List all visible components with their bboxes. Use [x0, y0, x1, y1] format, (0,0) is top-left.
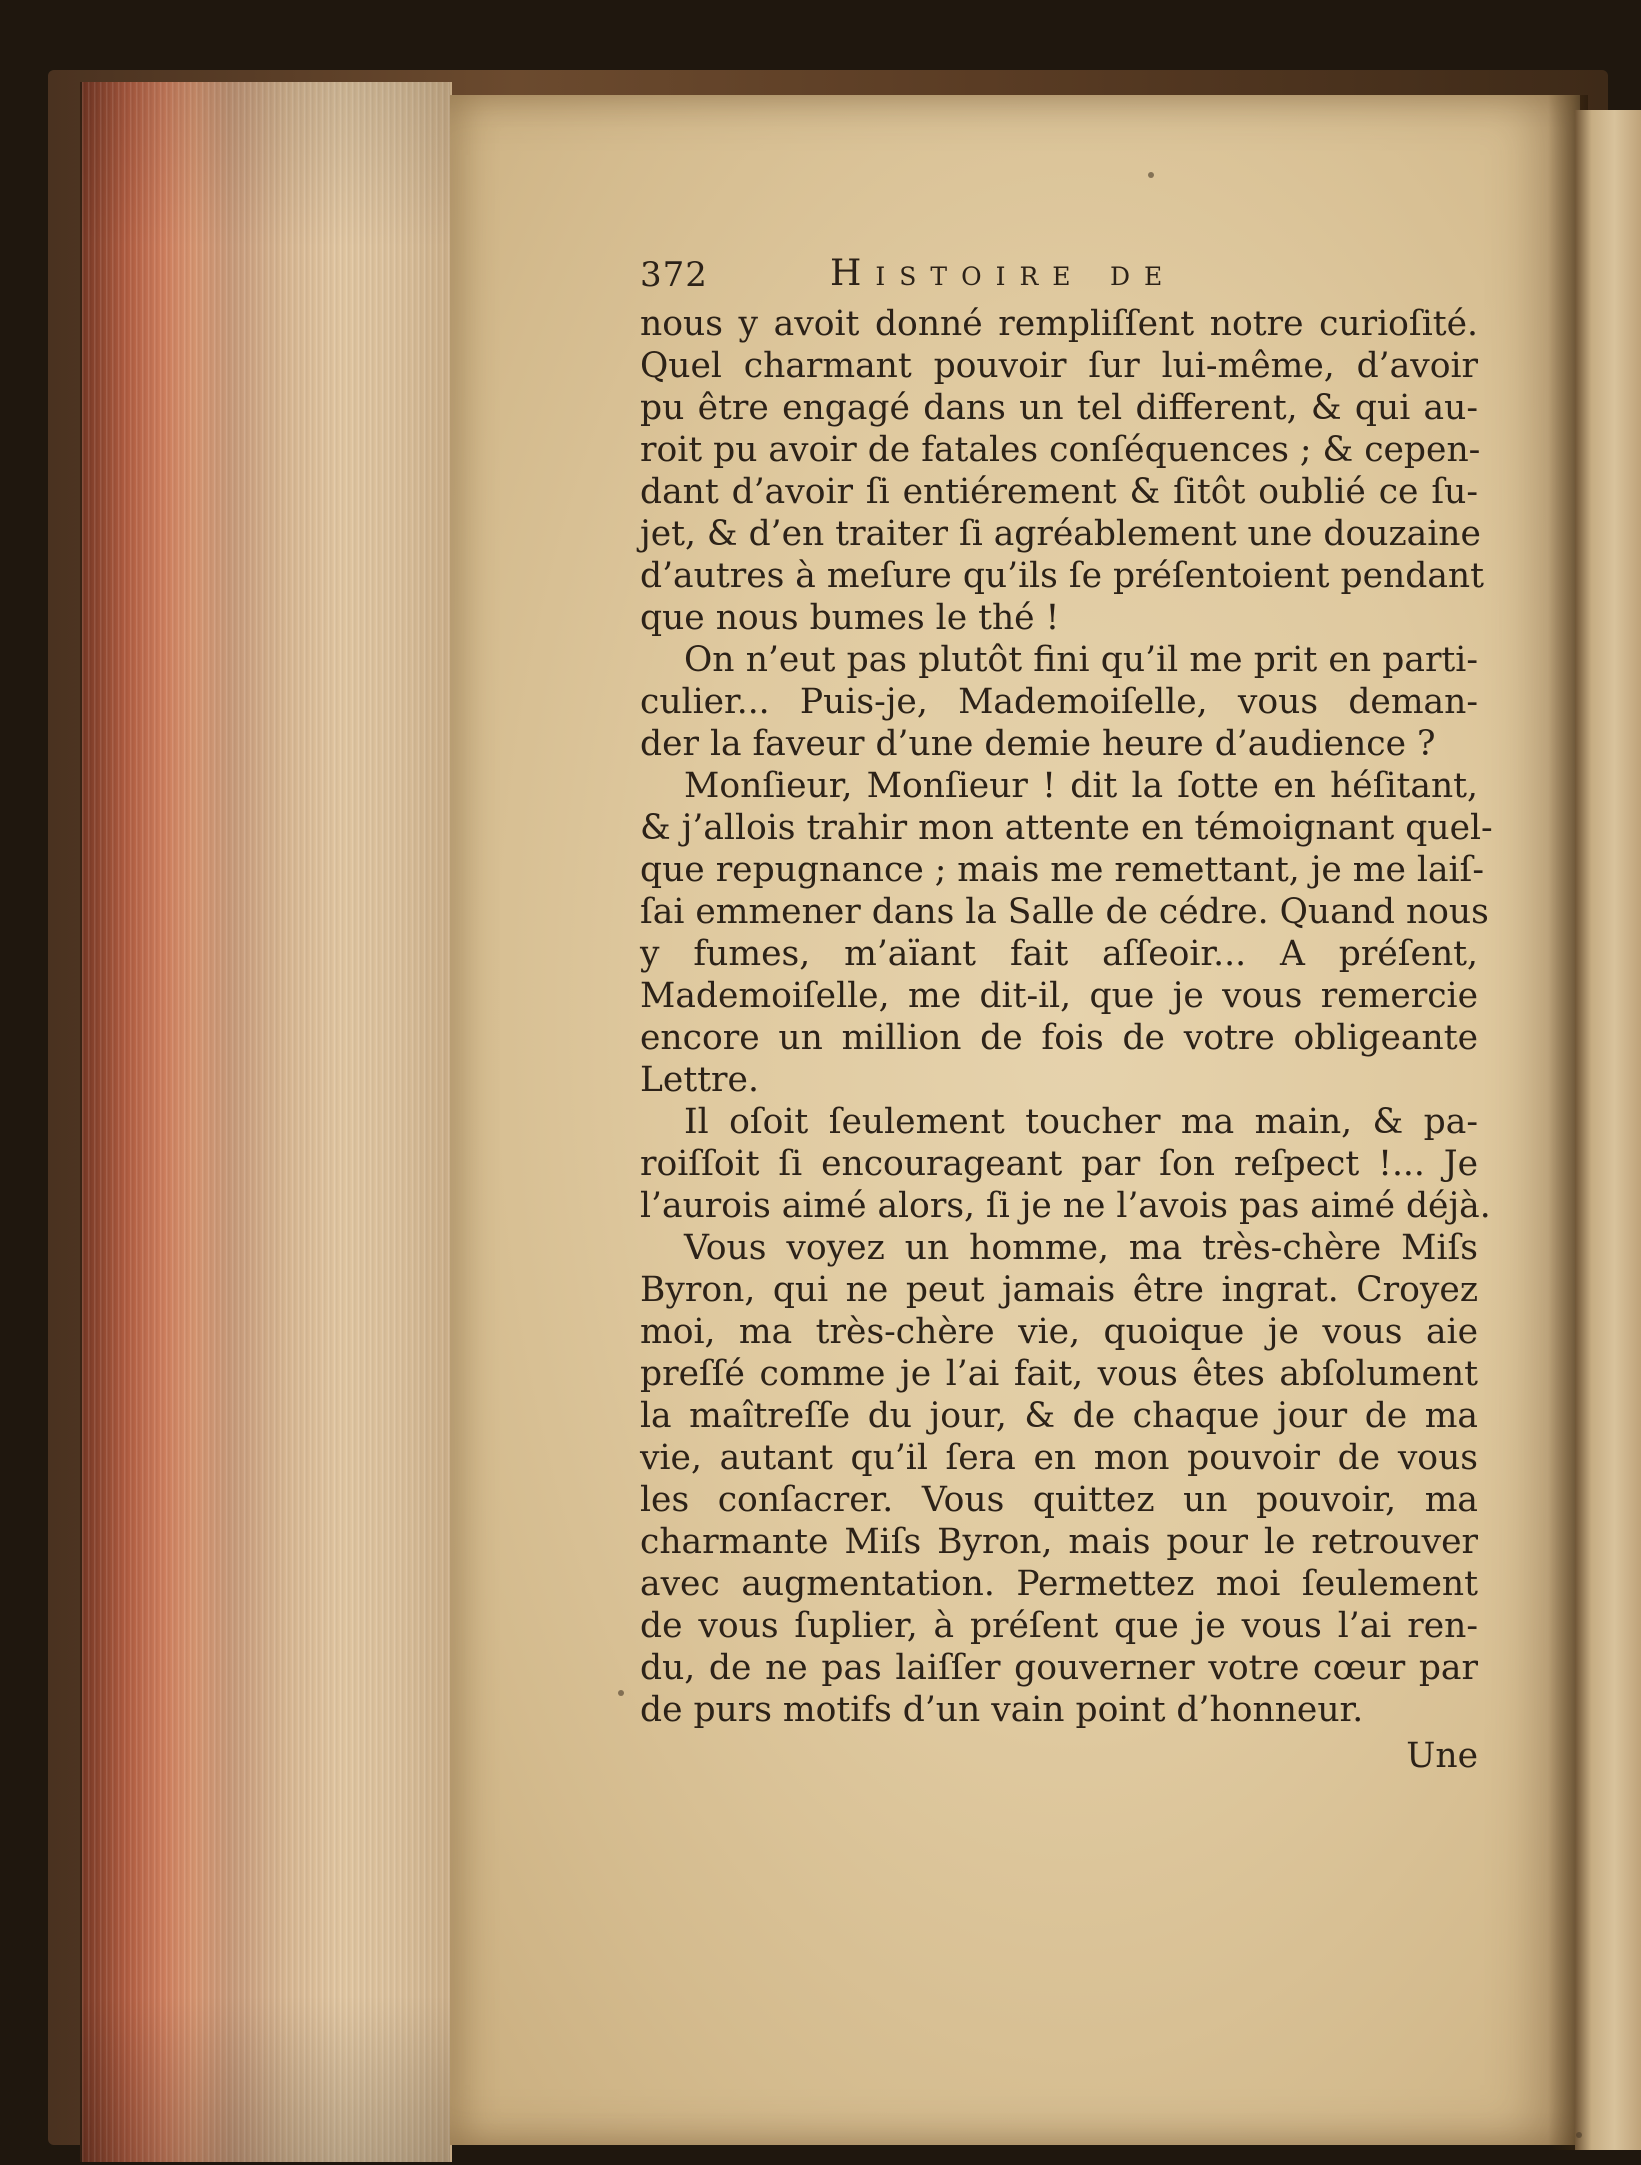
text-line: roit pu avoir de fatales conſéquences ; & cepen-: [640, 430, 1481, 470]
text-line: que repugnance ; mais me remettant, je me laiſ-: [640, 850, 1484, 890]
ink-speck: [1148, 172, 1154, 178]
text-line: nous y avoit donné rempliſſent notre curioſité.: [640, 304, 1478, 344]
text-line: jet, & d’en traiter ſi agréablement une douzaine: [640, 514, 1481, 554]
text-line: On n’eut pas plutôt fini qu’il me prit en parti-: [684, 640, 1478, 680]
text-line: avec augmentation. Permettez moi ſeulement: [640, 1564, 1478, 1604]
text-line: Lettre.: [640, 1060, 759, 1100]
page-number: 372: [640, 255, 708, 295]
facing-page-edge: [1575, 110, 1641, 2150]
text-line: Quel charmant pouvoir ſur lui-même, d’avoir: [640, 346, 1478, 386]
ink-speck: [618, 1690, 624, 1696]
text-line: que nous bumes le thé !: [640, 598, 1060, 638]
text-line: Vous voyez un homme, ma très-chère Miſs: [684, 1228, 1478, 1268]
text-line: d’autres à meſure qu’ils ſe préſentoient pendant: [640, 556, 1484, 596]
text-line: Byron, qui ne peut jamais être ingrat. Croyez: [640, 1270, 1478, 1310]
text-line: dant d’avoir ſi entiérement & ſitôt oublié ce ſu-: [640, 472, 1478, 512]
text-line: moi, ma très-chère vie, quoique je vous aie: [640, 1312, 1478, 1352]
text-line: ſai emmener dans la Salle de cédre. Quand nous: [640, 892, 1489, 932]
text-line: l’aurois aimé alors, ſi je ne l’avois pas aimé déjà.: [640, 1186, 1491, 1226]
text-line: la maîtreſſe du jour, & de chaque jour de ma: [640, 1396, 1478, 1436]
body-text: [640, 303, 1493, 1731]
text-line: culier... Puis-je, Mademoiſelle, vous deman-: [640, 682, 1478, 722]
text-line: y fumes, m’aïant fait aſſeoir... A préſent,: [640, 934, 1478, 974]
text-line: Monſieur, Monſieur ! dit la ſotte en héſitant,: [684, 766, 1478, 806]
text-line: les conſacrer. Vous quittez un pouvoir, ma: [640, 1480, 1478, 1520]
text-line: charmante Miſs Byron, mais pour le retrouver: [640, 1522, 1478, 1562]
text-line: de vous ſuplier, à préſent que je vous l’ai ren-: [640, 1606, 1478, 1646]
text-line: der la faveur d’une demie heure d’audience ?: [640, 724, 1436, 764]
text-line: pu être engagé dans un tel different, & qui au-: [640, 388, 1478, 428]
text-line: roiſſoit ſi encourageant par ſon reſpect !... Je: [640, 1144, 1478, 1184]
text-line: de purs motifs d’un vain point d’honneur.: [640, 1690, 1364, 1730]
page-text-block: [640, 253, 1493, 1777]
text-line: preſſé comme je l’ai fait, vous êtes abſolument: [640, 1354, 1478, 1394]
ink-speck: [1576, 2132, 1582, 2138]
catchword: Une: [1406, 1736, 1478, 1776]
text-line: Il oſoit ſeulement toucher ma main, & pa-: [684, 1102, 1478, 1142]
page-edges-shadow: [80, 82, 450, 2162]
text-line: & j’allois trahir mon attente en témoignant quel-: [640, 808, 1493, 848]
text-line: vie, autant qu’il ſera en mon pouvoir de vous: [640, 1438, 1478, 1478]
text-line: encore un million de fois de votre obligeante: [640, 1018, 1478, 1058]
text-line: du, de ne pas laiſſer gouverner votre cœur par: [640, 1648, 1478, 1688]
text-line: Mademoiſelle, me dit-il, que je vous remercie: [640, 976, 1478, 1016]
page-header: [640, 253, 1478, 303]
running-title: Histoire de: [830, 253, 1177, 294]
